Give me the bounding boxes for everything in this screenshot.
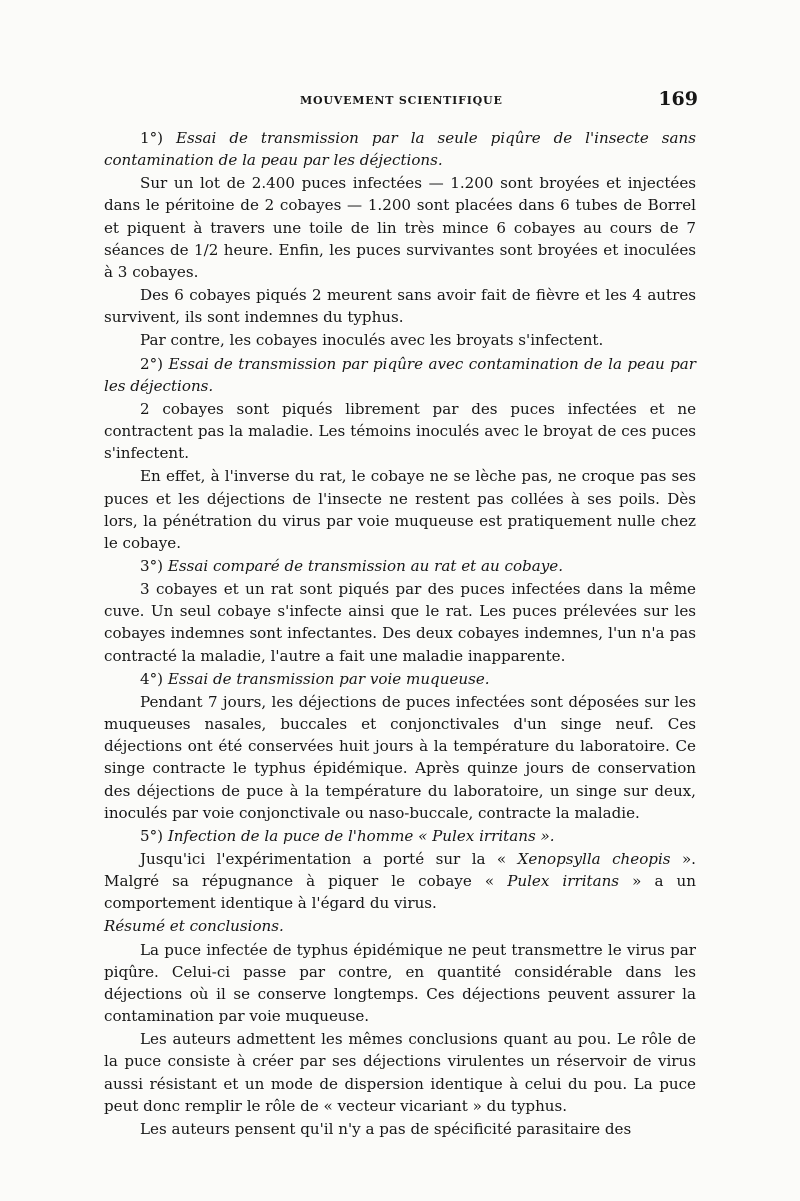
paragraph: Sur un lot de 2.400 puces infectées — 1.200 sont broyées et injectées dans le péritoine de 2 cobayes — 1.200 sont placées dans 6 tubes de Borrel et piquent à travers une toile de lin très mince 6 cobayes au cours de 7 séances de 1/2 heure. Enfin, les puces survivantes sont broyées et inoculées à 3 cobayes.	[104, 174, 696, 281]
paragraph: Par contre, les cobayes inoculés avec les broyats s'infectent.	[140, 331, 604, 350]
paragraph: En effet, à l'inverse du rat, le cobaye ne se lèche pas, ne croque pas ses puces et les déjections de l'insecte ne restent pas collées à ses poils. Dès lors, la pénétration du virus par voie muqueuse est pratiquement nulle chez le cobaye.	[104, 467, 696, 552]
paragraph: Pendant 7 jours, les déjections de puces infectées sont déposées sur les muqueuses nasales, buccales et conjonctivales d'un singe neuf. Ces déjections ont été conservées huit jours à la température du laboratoire. Ce singe contracte le typhus épidémique. Après quinze jours de conservation des déjections de puce à la température du laboratoire, un singe sur deux, inoculés par voie conjonctivale ou naso-buccale, contracte la maladie.	[104, 692, 696, 822]
paragraph: Jusqu'ici l'expérimentation a porté sur la « Xenopsylla cheopis ». Malgré sa répugnance à piquer le cobaye « Pulex irritans » a un comportement identique à l'égard du virus.	[104, 850, 696, 913]
paragraph: Les auteurs admettent les mêmes conclusions quant au pou. Le rôle de la puce consiste à créer par ses déjections virulentes un réservoir de virus aussi résistant et un mode de dispersion identique à celui du pou. La puce peut donc remplir le rôle de « vecteur vicariant » du typhus.	[104, 1030, 696, 1115]
paragraph: 2 cobayes sont piqués librement par des puces infectées et ne contractent pas la maladie. Les témoins inoculés avec le broyat de ces puces s'infectent.	[104, 399, 696, 463]
section-heading-3: 3°) Essai comparé de transmission au rat et au cobaye.	[140, 556, 564, 575]
body-text	[104, 127, 696, 1141]
section-heading-5: 5°) Infection de la puce de l'homme « Pulex irritans ».	[140, 826, 555, 845]
section-heading-1: 1°) Essai de transmission par la seule piqûre de l'insecte sans contamination de la peau par les déjections.	[104, 129, 696, 170]
paragraph: Les auteurs pensent qu'il n'y a pas de spécificité parasitaire des	[140, 1119, 632, 1138]
paragraph: Des 6 cobayes piqués 2 meurent sans avoir fait de fièvre et les 4 autres survivent, ils sont indemnes du typhus.	[104, 286, 696, 327]
page-number: 169	[658, 88, 698, 110]
species-name: Xenopsylla cheopis	[517, 850, 671, 868]
paragraph: 3 cobayes et un rat sont piqués par des puces infectées dans la même cuve. Un seul cobaye s'infecte ainsi que le rat. Les puces prélevées sur les cobayes indemnes sont infectantes. Des deux cobayes indemnes, l'un n'a pas contracté la maladie, l'autre a fait une maladie inapparente.	[104, 580, 696, 665]
section-heading-2: 2°) Essai de transmission par piqûre avec contamination de la peau par les déjections.	[104, 354, 696, 395]
section-heading-4: 4°) Essai de transmission par voie muqueuse.	[140, 669, 490, 688]
page-header	[300, 88, 700, 116]
conclusions-heading: Résumé et conclusions.	[104, 917, 284, 936]
species-name: Pulex irritans	[507, 872, 620, 891]
running-title: MOUVEMENT SCIENTIFIQUE	[300, 94, 503, 107]
paragraph: La puce infectée de typhus épidémique ne peut transmettre le virus par piqûre. Celui-ci passe par contre, en quantité considérable dans les déjections où il se conserve longtemps. Ces déjections peuvent assurer la contamination par voie muqueuse.	[104, 940, 696, 1026]
